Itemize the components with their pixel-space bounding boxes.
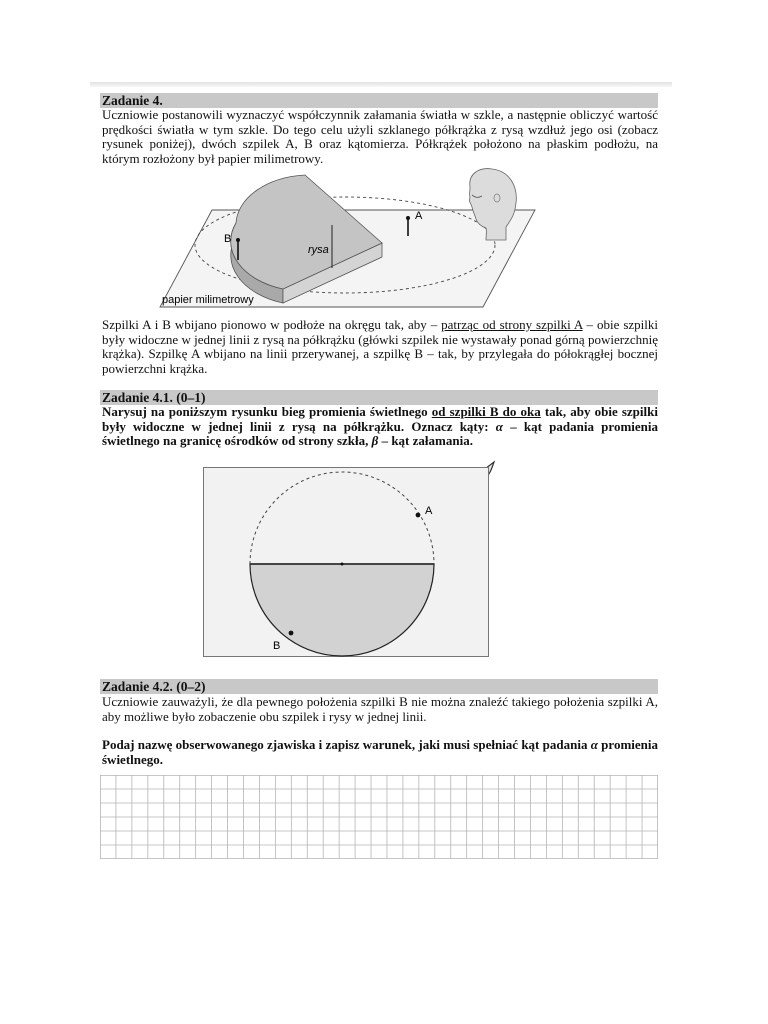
task-4-2-text: Uczniowie zauważyli, że dla pewnego położenia szpilki B nie można znaleźć takiego położenia szpilki A, aby możliwe było zobaczenie obu szpilek i rysy w jednej linii.: [102, 694, 658, 724]
task-4-1-header: Zadanie 4.1. (0–1): [100, 390, 658, 405]
task-4-description: Szpilki A i B wbijano pionowo w podłoże na okręgu tak, aby – patrząc od strony szpilki A – obie szpilki były widoczne w jednej linii z rysą na półkrążku (główki szpilek nie wystawały ponad górną powierzchnię krążka). Szpilkę A wbijano na linii przerywanej, a szpilkę B – tak, by przylegała do półokrągłej bocznej powierzchni krążka.: [102, 317, 659, 376]
figure-semidisc-top-view: [203, 467, 489, 657]
pin-b-label: B: [224, 233, 232, 245]
task-4-header: Zadanie 4.: [100, 93, 658, 108]
pin-b-label: B: [273, 640, 281, 652]
task-4-intro: Uczniowie postanowili wyznaczyć współczynnik załamania światła w szkle, a następnie obliczyć wartość prędkości światła w tym szkle. Do tego celu użyli szklanego półkrążka z rysą wzdłuż jego osi (zobacz rysunek poniżej), dwóch szpilek A, B oraz kątomierza. Półkrążek położono na płaskim podłożu, na którym rozłożony był papier milimetrowy.: [102, 107, 658, 166]
figure-semidisc-setup: [150, 165, 550, 315]
top-rule: [90, 82, 672, 87]
task-4-2-header: Zadanie 4.2. (0–2): [100, 679, 658, 694]
task-4-1-instruction: Narysuj na poniższym rysunku bieg promienia świetlnego od szpilki B do oka tak, aby obie szpilki były widoczne w jednej linii z rysą na półkrążku. Oznacz kąty: α – kąt padania promienia świetlnego na granicę ośrodków od strony szkła, β – kąt załamania.: [102, 404, 658, 449]
pin-a-label: A: [415, 210, 423, 222]
pin-b-head: [236, 238, 240, 242]
rysa-label: rysa: [308, 244, 329, 256]
pin-b-point: [289, 631, 294, 636]
center-point: [341, 563, 344, 566]
pin-a-point: [416, 513, 421, 518]
pin-a-head: [406, 216, 410, 220]
answer-grid[interactable]: [100, 775, 658, 859]
paper-label: papier milimetrowy: [162, 294, 254, 306]
pin-a-label: A: [425, 505, 433, 517]
task-4-2-instruction: Podaj nazwę obserwowanego zjawiska i zapisz warunek, jaki musi spełniać kąt padania α promienia świetlnego.: [102, 737, 658, 767]
